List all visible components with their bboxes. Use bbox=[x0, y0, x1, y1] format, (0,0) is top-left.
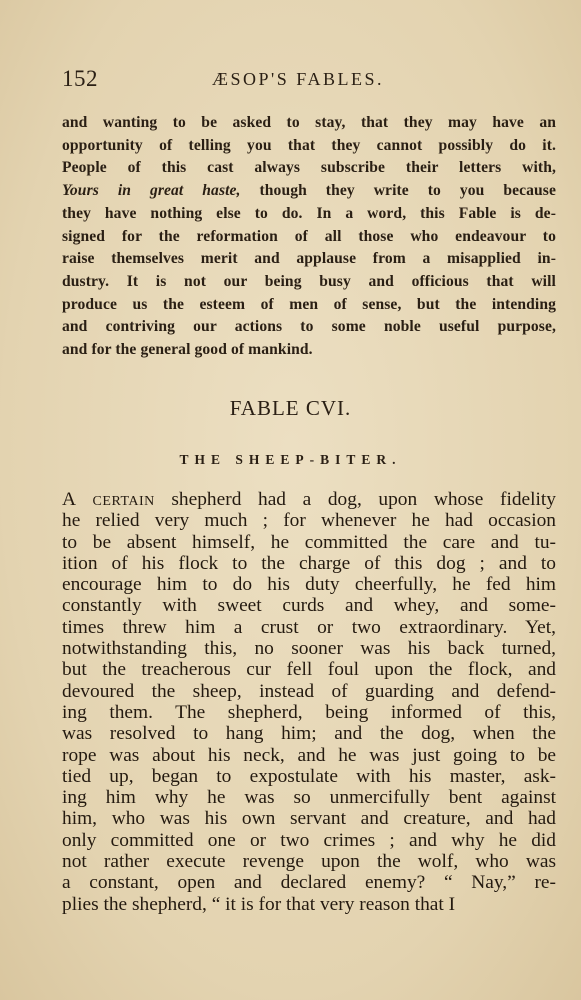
text-line: People of this cast always subscribe their letters with, bbox=[62, 159, 556, 177]
text-line: tied up, began to expostulate with his master, ask- bbox=[62, 765, 556, 787]
opening-words: A certain bbox=[62, 489, 155, 510]
line-rest: shepherd had a dog, upon whose fidelity bbox=[154, 489, 556, 510]
text-line: dustry. It is not our being busy and officious that will bbox=[62, 272, 556, 290]
moral-paragraph bbox=[62, 112, 556, 362]
text-line: plies the shepherd, “ it is for that very reason that I bbox=[62, 893, 456, 915]
fable-heading: FABLE CVI. bbox=[229, 396, 352, 420]
text-line: him, who was his own servant and creature, and had bbox=[62, 808, 556, 830]
text-line: he relied very much ; for whenever he had occasion bbox=[62, 510, 556, 532]
text-line: not rather execute revenge upon the wolf, who was bbox=[62, 851, 556, 873]
text-line: constantly with sweet curds and whey, and some- bbox=[62, 595, 556, 617]
text-line: and for the general good of mankind. bbox=[62, 341, 313, 359]
text-line: encourage him to do his duty cheerfully, he fed him bbox=[62, 574, 556, 596]
text-line: produce us the esteem of men of sense, but the intending bbox=[62, 295, 556, 313]
italic-phrase: Yours in great haste, bbox=[62, 182, 241, 200]
text-line: was resolved to hang him; and the dog, when the bbox=[62, 723, 556, 745]
text-line: times threw him a crust or two extraordinary. Yet, bbox=[62, 616, 556, 638]
text-line: ition of his flock to the charge of this dog ; and to bbox=[62, 552, 556, 574]
text-line bbox=[62, 489, 556, 510]
text-line: only committed one or two crimes ; and why he did bbox=[62, 829, 556, 851]
running-title: ÆSOP'S FABLES. bbox=[212, 69, 384, 89]
text-line: opportunity of telling you that they cannot possibly do it. bbox=[62, 136, 556, 154]
text-line: notwithstanding this, no sooner was his back turned, bbox=[62, 638, 556, 660]
text-line: to be absent himself, he committed the care and tu- bbox=[62, 531, 556, 553]
line-rest: though they write to you because bbox=[240, 182, 556, 200]
text-line: but the treacherous cur fell foul upon the flock, and bbox=[62, 659, 556, 681]
text-line: ing him why he was so unmercifully bent against bbox=[62, 787, 556, 809]
page-header bbox=[62, 66, 517, 96]
fable-title: THE SHEEP-BITER. bbox=[179, 452, 402, 467]
page-number: 152 bbox=[62, 66, 98, 91]
fable-body bbox=[62, 489, 556, 915]
text-line: and wanting to be asked to stay, that they may have an bbox=[62, 114, 556, 131]
text-line: they have nothing else to do. In a word, this Fable is de- bbox=[62, 204, 556, 222]
text-line: devoured the sheep, instead of guarding and defend- bbox=[62, 680, 556, 702]
text-line: and contriving our actions to some noble useful purpose, bbox=[62, 318, 556, 336]
text-line: raise themselves merit and applause from a misapplied in- bbox=[62, 250, 556, 268]
text-line bbox=[62, 180, 556, 203]
text-line: ing them. The shepherd, being informed of this, bbox=[62, 701, 556, 723]
text-line: rope was about his neck, and he was just going to be bbox=[62, 744, 556, 766]
text-line: signed for the reformation of all those who endeavour to bbox=[62, 227, 556, 245]
text-line: a constant, open and declared enemy? “ Nay,” re- bbox=[62, 872, 556, 894]
